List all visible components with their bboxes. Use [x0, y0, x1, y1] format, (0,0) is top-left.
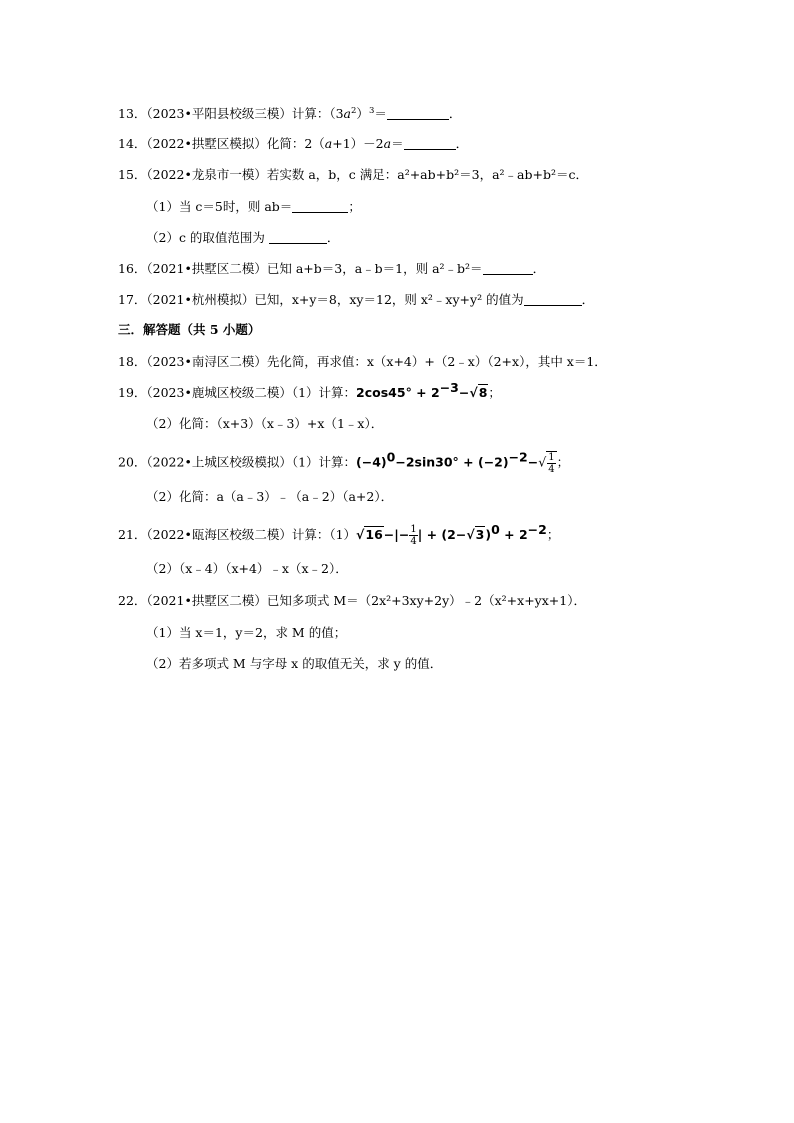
question-13 — [118, 105, 461, 123]
question-22 — [118, 592, 586, 610]
question-number: 22． — [118, 593, 147, 608]
question-20-part-2: （2）化简：a（a﹣3）﹣（a﹣2）（a+2）． — [146, 489, 394, 504]
math-expression: (−4) — [356, 454, 387, 470]
question-15-part-1 — [146, 198, 361, 216]
exponent: −2 — [508, 449, 528, 465]
question-22-part-2: （2）若多项式 M 与字母 x 的取值无关，求 y 的值． — [146, 656, 443, 671]
math-expression: 2cos45° + 2 — [356, 385, 440, 400]
question-source: （2021•杭州模拟） — [146, 292, 255, 307]
question-source: （2021•拱墅区二模） — [146, 593, 267, 608]
denominator: 4 — [548, 464, 555, 475]
question-21 — [118, 524, 559, 547]
question-text: ＝ — [374, 106, 387, 121]
square-root: √3 — [466, 527, 485, 542]
exponent: 0 — [491, 522, 500, 537]
math-operator: − — [458, 385, 470, 400]
question-text: ． — [326, 230, 340, 245]
math-expression: + 2 — [499, 527, 528, 542]
question-number: 17． — [118, 292, 147, 307]
question-text: +1）－2 — [332, 136, 384, 151]
square-root: √8 — [469, 385, 488, 400]
question-text: 化简：2（ — [266, 136, 325, 151]
fraction — [546, 451, 556, 475]
question-text: ． — [581, 292, 595, 307]
question-text: ． — [455, 136, 469, 151]
question-number: 18． — [118, 354, 147, 369]
question-15-part-2 — [146, 229, 339, 247]
question-source: （2022•拱墅区模拟） — [146, 136, 267, 151]
math-expression: | + (2− — [417, 527, 467, 542]
question-source: （2022•龙泉市一模） — [146, 167, 267, 182]
answer-blank[interactable] — [269, 231, 327, 244]
question-text: 已知，x+y＝8，xy＝12，则 x²﹣xy+y² 的值为 — [254, 292, 524, 307]
question-text: ． — [448, 106, 462, 121]
question-19 — [118, 380, 501, 402]
question-17 — [118, 291, 594, 309]
answer-blank[interactable] — [292, 200, 348, 213]
math-operator: − — [527, 454, 539, 470]
exponent: 2 — [351, 106, 357, 116]
question-text: （1）计算： — [291, 454, 357, 470]
numerator: 1 — [410, 524, 417, 535]
question-source: （2023•鹿城区校级二模） — [146, 385, 292, 400]
question-text: （2）c 的取值范围为 — [146, 230, 269, 245]
question-text: （1）当 c＝5时，则 ab＝ — [146, 199, 293, 214]
exponent: −3 — [439, 380, 459, 395]
exponent: 3 — [368, 106, 375, 116]
answer-blank[interactable] — [404, 137, 456, 150]
question-number: 15． — [118, 167, 147, 182]
question-source: （2022•瓯海区校级二模） — [146, 527, 292, 542]
exponent: −2 — [527, 522, 547, 537]
section-heading: 三．解答题（共 5 小题） — [118, 322, 261, 337]
fraction — [409, 524, 417, 547]
variable: a — [383, 136, 392, 151]
question-text: ； — [546, 527, 560, 542]
question-text: ． — [532, 261, 546, 276]
question-text: ） — [356, 106, 369, 121]
question-text: 已知多项式 M＝（2x²+3xy+2y）﹣2（x²+x+yx+1）． — [266, 593, 586, 608]
question-source: （2023•南浔区二模） — [146, 354, 267, 369]
question-18 — [118, 353, 607, 371]
question-19-part-2: （2）化简：（x+3）（x﹣3）+x（1﹣x）． — [146, 416, 384, 431]
radicand: 3 — [475, 527, 485, 542]
question-text: 计算：（3 — [291, 106, 344, 121]
math-expression: ) — [485, 527, 492, 542]
exponent: 0 — [386, 449, 396, 465]
question-text: ； — [556, 454, 570, 470]
math-expression: −2sin30° + (−2) — [395, 454, 509, 470]
question-text: 先化简，再求值：x（x+4）+（2﹣x）（2+x），其中 x＝1． — [266, 354, 607, 369]
numerator: 1 — [548, 452, 555, 463]
question-source: （2021•拱墅区二模） — [146, 261, 267, 276]
denominator: 4 — [410, 536, 417, 547]
question-text: ； — [488, 385, 501, 400]
question-source: （2022•上城区校级模拟） — [146, 454, 292, 470]
question-text: 计算：（1） — [291, 527, 357, 542]
question-number: 20． — [118, 454, 147, 470]
question-text: ； — [348, 199, 361, 214]
question-number: 14． — [118, 136, 147, 151]
math-expression: −|− — [383, 527, 410, 542]
variable: a — [343, 106, 351, 121]
question-16 — [118, 260, 545, 278]
question-number: 21． — [118, 527, 147, 542]
square-root: √ $\frac{1}{4}$ — [538, 452, 555, 475]
question-text: （1）计算： — [291, 385, 357, 400]
variable: a — [324, 136, 333, 151]
question-source: （2023•平阳县校级三模） — [146, 106, 292, 121]
question-14 — [118, 135, 468, 153]
question-text: ＝ — [391, 136, 404, 151]
question-text: 若实数 a，b，c 满足：a²+ab+b²＝3，a²﹣ab+b²＝c． — [266, 167, 588, 182]
answer-blank[interactable] — [524, 293, 582, 306]
question-21-part-2: （2）（x﹣4）（x+4）﹣x（x﹣2）． — [146, 561, 348, 576]
question-15 — [118, 166, 588, 184]
radicand: 8 — [478, 385, 488, 400]
question-text: 已知 a+b＝3，a﹣b＝1，则 a²﹣b²＝ — [266, 261, 483, 276]
answer-blank[interactable] — [387, 107, 449, 120]
question-number: 16． — [118, 261, 147, 276]
question-number: 19． — [118, 385, 147, 400]
radicand: 16 — [365, 527, 383, 542]
question-number: 13． — [118, 106, 147, 121]
question-22-part-1: （1）当 x＝1，y＝2，求 M 的值； — [146, 625, 347, 640]
question-20 — [118, 451, 569, 475]
square-root: √16 — [356, 527, 383, 542]
answer-blank[interactable] — [483, 262, 533, 275]
